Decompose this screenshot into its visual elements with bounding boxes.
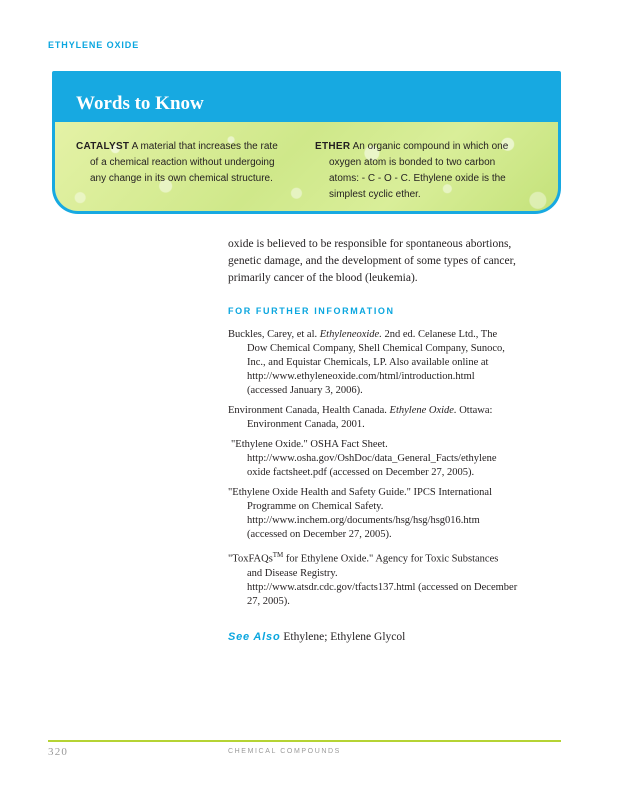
footer-book-title: CHEMICAL COMPOUNDS [228, 748, 341, 755]
reference-line: and Disease Registry. [247, 567, 338, 579]
body-line: primarily cancer of the blood (leukemia). [228, 272, 418, 284]
reference-line: (accessed on December 27, 2005). [247, 529, 392, 540]
body-line: oxide is believed to be responsible for spontaneous abortions, [228, 238, 512, 250]
reference-link[interactable]: http://www.osha.gov/OshDoc/data_General_Facts/ethylene [247, 453, 497, 464]
see-also [228, 629, 562, 646]
glossary-term: CATALYST [76, 141, 130, 152]
glossary-definition: A material that increases the rate [131, 141, 278, 152]
body-line: genetic damage, and the development of some types of cancer, [228, 255, 516, 267]
see-also-links[interactable]: Ethylene; Ethylene Glycol [283, 630, 406, 643]
further-information-heading: FOR FURTHER INFORMATION [228, 306, 395, 316]
reference-line: 27, 2005). [247, 595, 290, 607]
reference-title: Ethyleneoxide. [319, 329, 382, 340]
main-content [228, 236, 562, 646]
reference-text: "ToxFAQs [228, 553, 273, 565]
glossary-definition-line: atoms: - C - O - C. Ethylene oxide is the [329, 173, 506, 184]
words-to-know-box [52, 71, 561, 214]
reference-text: "Ethylene Oxide Health and Safety Guide." IPCS International [228, 487, 493, 498]
words-to-know-panel [55, 122, 558, 211]
glossary-definition-line: simplest cyclic ether. [329, 189, 421, 200]
reference-line: Dow Chemical Company, Shell Chemical Company, Sunoco, [247, 343, 505, 354]
reference-text: Buckles, Carey, et al. [228, 329, 320, 340]
reference-text: 2nd ed. Celanese Ltd., The [381, 329, 498, 340]
glossary-entry-ether [315, 139, 555, 203]
reference-link[interactable]: http://www.inchem.org/documents/hsg/hsg/hsg016.htm [247, 515, 480, 526]
reference-text: for Ethylene Oxide." Agency for Toxic Substances [283, 553, 499, 565]
glossary-term: ETHER [315, 141, 351, 152]
glossary-definition-line: any change in its own chemical structure. [90, 173, 273, 184]
glossary-definition-line: oxygen atom is bonded to two carbon [329, 157, 496, 168]
glossary-entry-catalyst [76, 139, 311, 187]
reference-title: Ethylene Oxide. [389, 405, 457, 416]
reference-text: Ottawa: [456, 405, 493, 416]
reference-line: oxide factsheet.pdf (accessed on December 27, 2005). [247, 467, 475, 478]
trademark-superscript: TM [272, 551, 284, 559]
reference-entry [228, 328, 562, 398]
reference-line: Programme on Chemical Safety. [247, 501, 384, 512]
reference-text: "Ethylene Oxide." OSHA Fact Sheet. [231, 439, 388, 450]
body-paragraph [228, 236, 562, 287]
glossary-definition: An organic compound in which one [352, 141, 509, 152]
reference-line: Inc., and Equistar Chemicals, LP. Also available online at [247, 357, 489, 368]
reference-line: Environment Canada, 2001. [247, 419, 365, 430]
footer-divider [48, 740, 561, 742]
reference-line: (accessed January 3, 2006). [247, 385, 363, 396]
reference-entry [228, 486, 562, 542]
reference-link[interactable]: http://www.atsdr.cdc.gov/tfacts137.html (accessed on December [247, 581, 518, 593]
reference-entry [228, 548, 562, 609]
reference-link[interactable]: http://www.ethyleneoxide.com/html/introduction.html [247, 371, 475, 382]
running-head: ETHYLENE OXIDE [48, 40, 140, 50]
reference-text: Environment Canada, Health Canada. [228, 405, 390, 416]
reference-entry [228, 438, 562, 480]
page-number: 320 [48, 746, 69, 758]
glossary-definition-line: of a chemical reaction without undergoing [90, 157, 275, 168]
words-to-know-title: Words to Know [76, 93, 204, 114]
reference-entry [228, 404, 562, 432]
see-also-label: See Also [228, 630, 281, 643]
